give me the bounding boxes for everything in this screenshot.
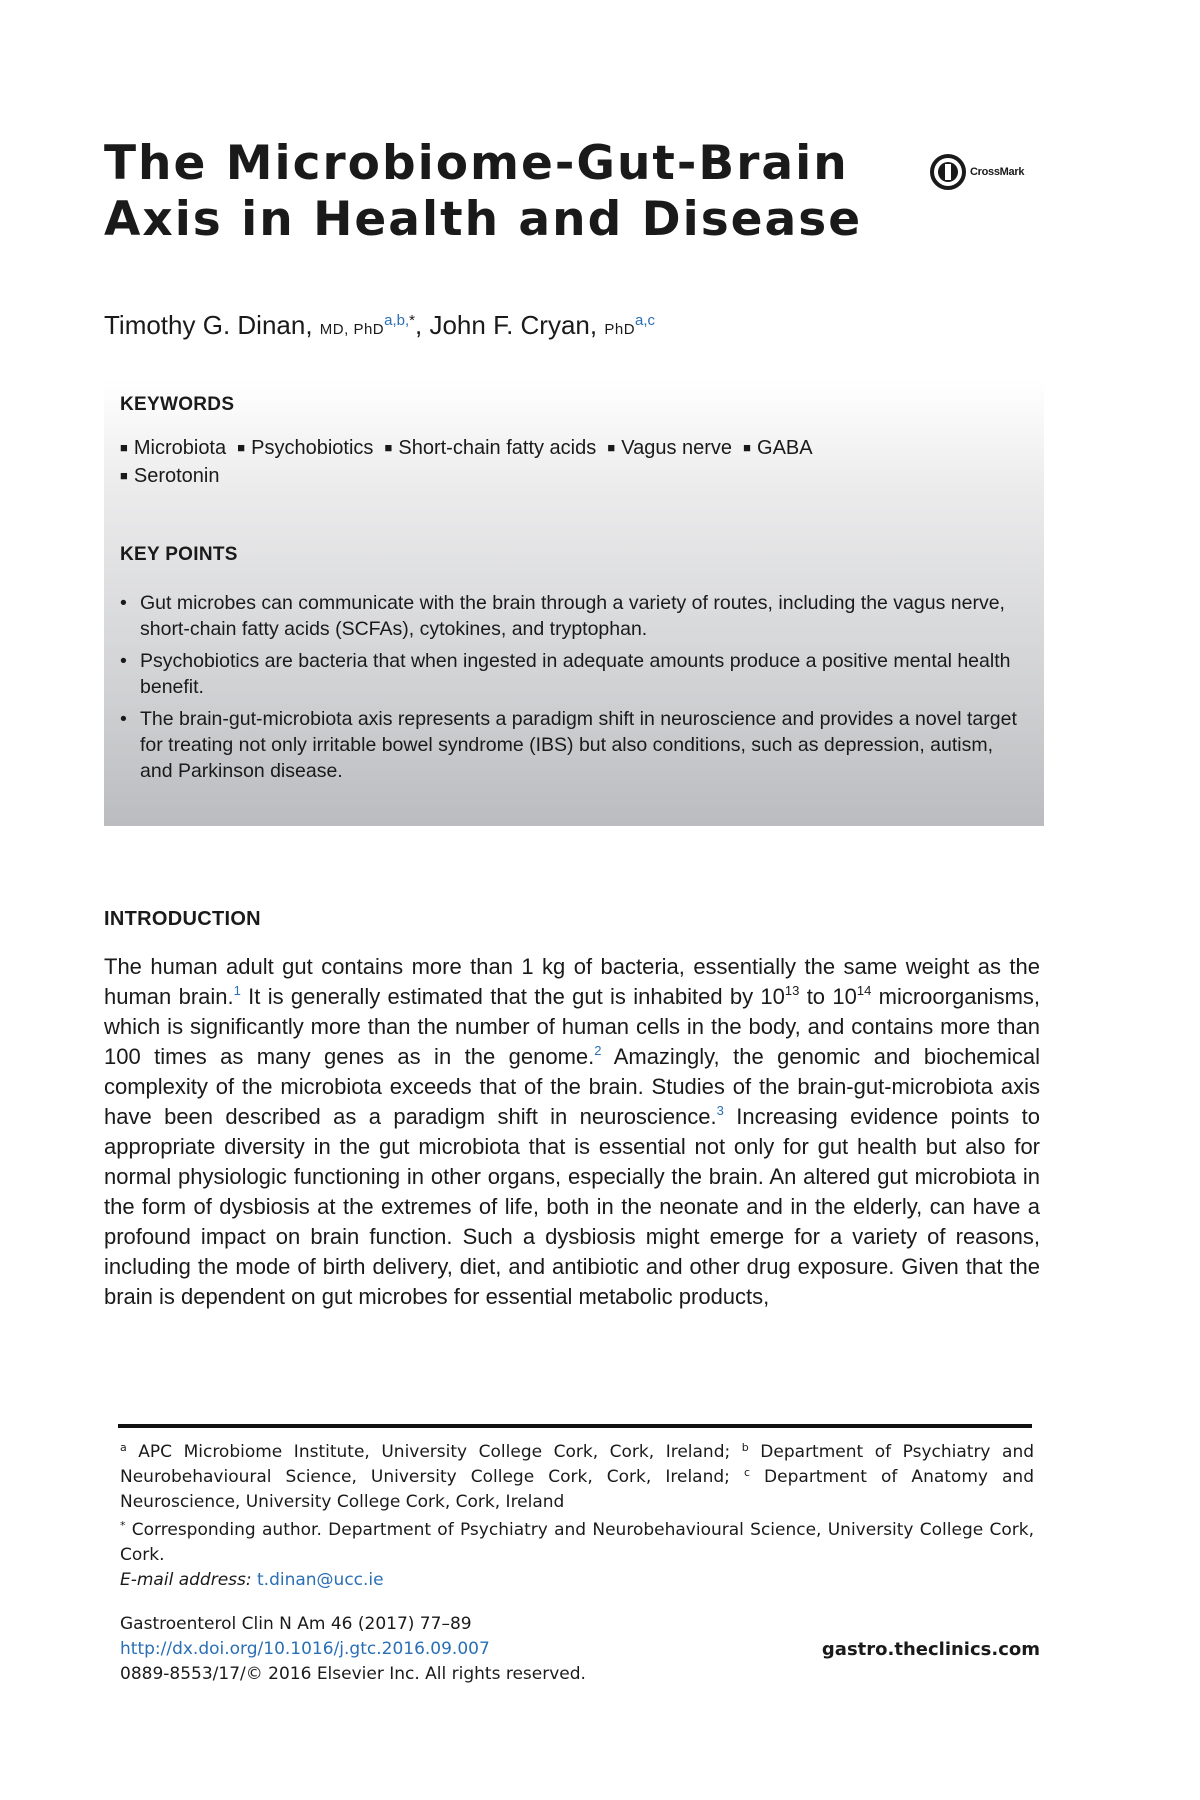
exponent: 13: [784, 983, 800, 998]
keywords-list: [120, 434, 813, 490]
author-name[interactable]: John F. Cryan,: [429, 310, 598, 340]
crossmark-label: CrossMark: [970, 166, 1025, 178]
author-separator: ,: [415, 310, 423, 340]
corresponding-mark: *: [409, 312, 415, 329]
footnote-divider: [118, 1424, 1032, 1428]
crossmark-icon: [930, 154, 966, 190]
introduction-paragraph: The human adult gut contains more than 1 kg of bacteria, essentially the same weight as the human brain.$^1$ It is generally estimated that the gut is inhabited by $10^{13}$ to $10^{14}$ microorganisms, which is significantly more than the number of human cells in the body, and contains more than 100 times as many genes as in the genome.$^2$ Amazingly, the genomic and biochemical complexity of the microbiota exceeds that of the brain. Studies of the brain-gut-microbiota axis have been described as a paradigm shift in neuroscience.$^3$ Increasing evidence points to appropriate diversity in the gut microbiota that is essential not only for gut health but also for normal physiologic functioning in other organs, especially the brain. An altered gut microbiota in the form of dysbiosis at the extremes of life, both in the neonate and in the elderly, can have a profound impact on brain function. Such a dysbiosis might emerge for a variety of reasons, including the mode of birth delivery, diet, and antibiotic and other drug exposure. Given that the brain is dependent on gut microbes for essential metabolic products,: [104, 954, 1041, 1309]
keywords-row: [120, 434, 813, 462]
author-name[interactable]: Timothy G. Dinan,: [104, 310, 313, 340]
journal-citation: Gastroenterol Clin N Am 46 (2017) 77–89: [120, 1614, 472, 1634]
author-credentials: PhD: [604, 321, 636, 338]
email-footnote: [120, 1568, 1034, 1593]
keyword: ■ GABA: [743, 437, 813, 459]
keypoints-list: [120, 590, 1020, 790]
author-credentials: MD, PhD: [319, 321, 385, 338]
affiliation-marks[interactable]: a,c: [635, 312, 656, 329]
keywords-row: [120, 462, 813, 490]
keypoint-item: • Gut microbes can communicate with the brain through a variety of routes, including the vagus nerve, short-chain fatty acids (SCFAs), cytokines, and tryptophan.: [120, 592, 1005, 640]
copyright-line: 0889-8553/17/© 2016 Elsevier Inc. All rights reserved.: [120, 1664, 586, 1684]
citation-link[interactable]: 2: [594, 1043, 602, 1058]
citation-link[interactable]: 1: [233, 983, 241, 998]
author-line: [104, 303, 655, 348]
journal-site[interactable]: gastro.theclinics.com: [821, 1639, 1040, 1660]
doi-link[interactable]: http://dx.doi.org/10.1016/j.gtc.2016.09.007: [120, 1639, 490, 1659]
article-title: [104, 136, 864, 248]
keyword: ■ Microbiota: [120, 437, 227, 459]
keyword: ■ Serotonin: [120, 465, 220, 487]
email-link[interactable]: t.dinan@ucc.ie: [257, 1570, 384, 1590]
keywords-heading: KEYWORDS: [120, 394, 235, 415]
keywords-keypoints-box: [104, 380, 1044, 826]
title-line: Axis in Health and Disease: [104, 192, 863, 247]
keyword: ■ Vagus nerve: [607, 437, 733, 459]
email-label: E-mail address:: [120, 1570, 252, 1590]
citation-link[interactable]: 3: [716, 1103, 724, 1118]
keyword: ■ Psychobiotics: [237, 437, 374, 459]
keypoint-item: • Psychobiotics are bacteria that when ingested in adequate amounts produce a positive mental health benefit.: [120, 650, 1011, 698]
keypoint-item: • The brain-gut-microbiota axis represents a paradigm shift in neuroscience and provides a novel target for treating not only irritable bowel syndrome (IBS) but also conditions, such as depression, autism, and Parkinson disease.: [120, 708, 1017, 782]
affiliation-marks[interactable]: a,b,: [384, 312, 410, 329]
keyword: ■ Short-chain fatty acids: [384, 437, 597, 459]
crossmark-badge[interactable]: [930, 152, 1024, 192]
title-line: The Microbiome-Gut-Brain: [104, 136, 849, 191]
introduction-heading: INTRODUCTION: [104, 908, 261, 930]
exponent: 14: [856, 983, 872, 998]
journal-info: [120, 1612, 586, 1687]
keypoints-heading: KEY POINTS: [120, 544, 238, 565]
corresponding-author-footnote: * Corresponding author. Department of Psychiatry and Neurobehavioural Science, University College Cork, Cork.: [120, 1519, 1034, 1565]
affiliations-footnote: $^a$ APC Microbiome Institute, University College Cork, Cork, Ireland; $^b$ Department of Psychiatry and Neurobehavioural Science, University College Cork, Cork, Ireland; $^c$ Department of Anatomy and Neuroscience, University College Cork, Cork, Ireland: [120, 1441, 1035, 1512]
